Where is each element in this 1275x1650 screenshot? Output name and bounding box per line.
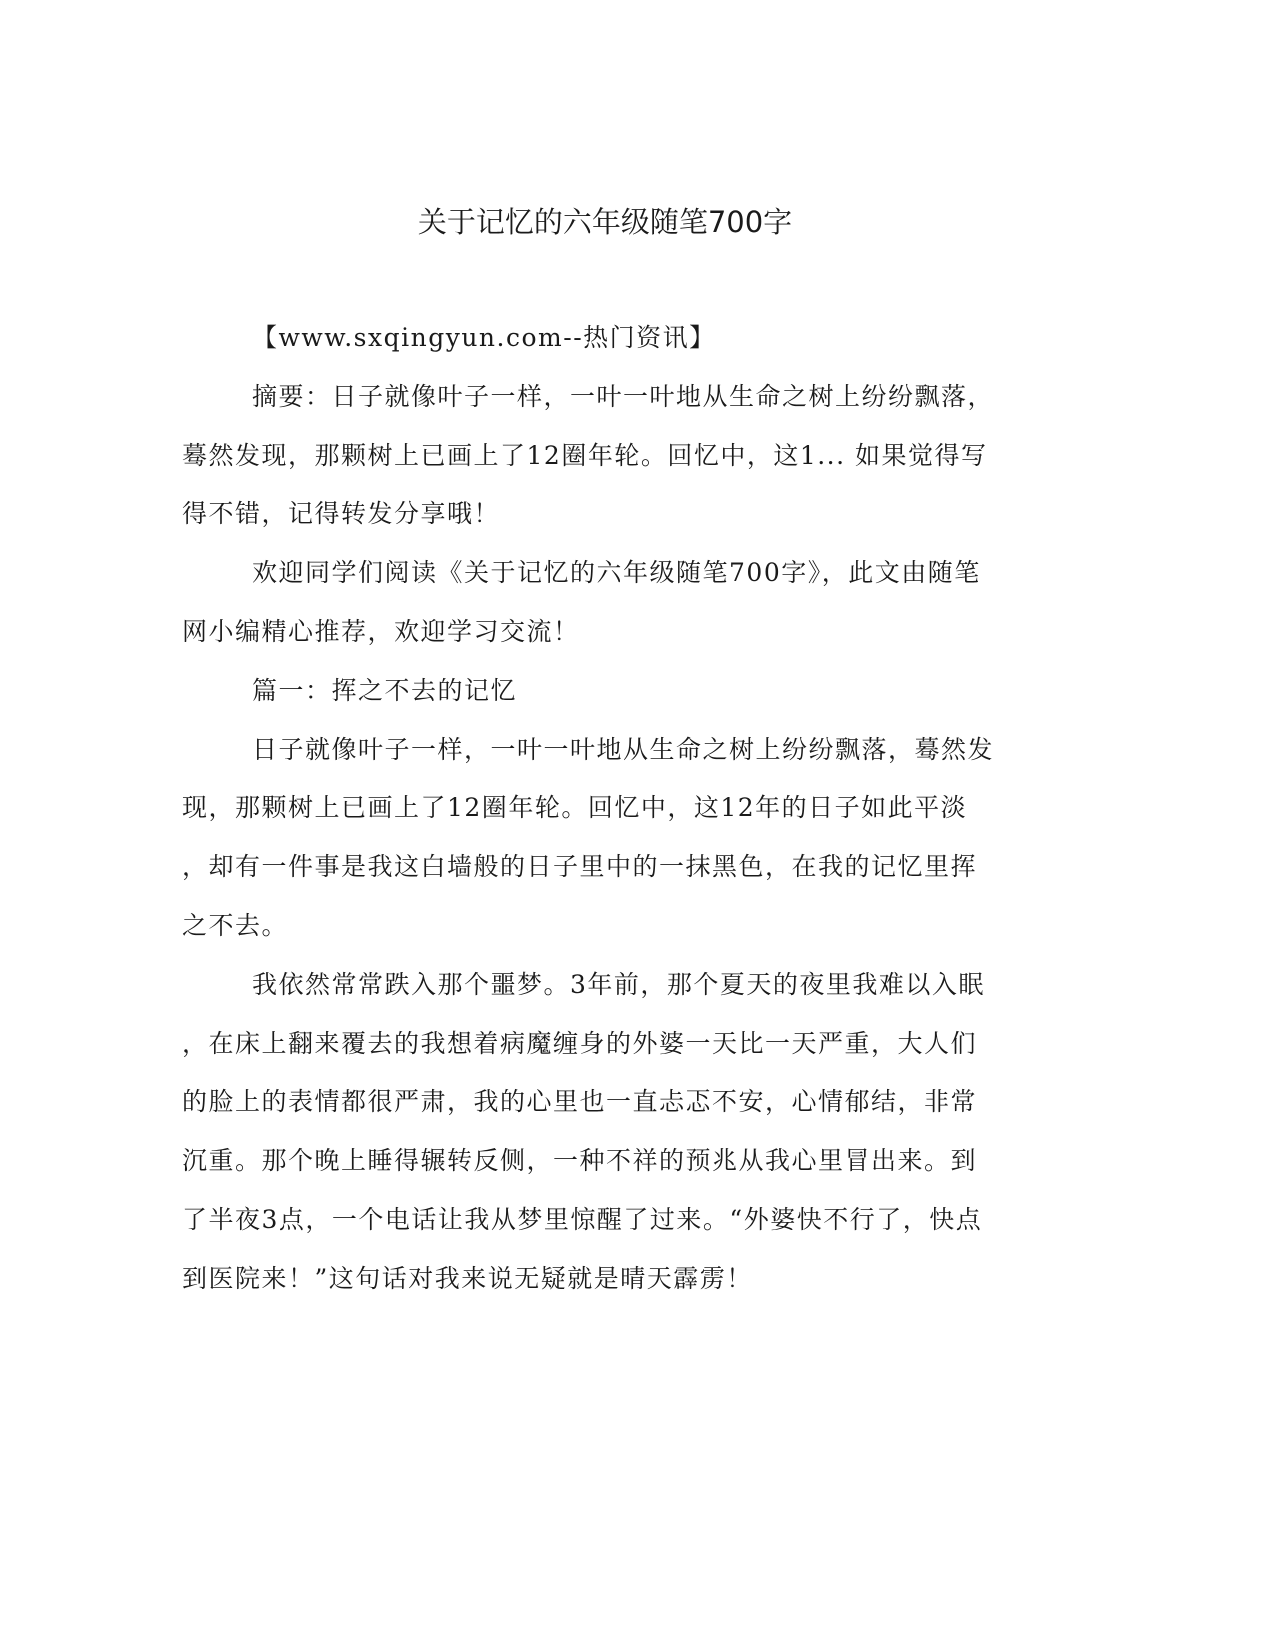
paragraph-line: 日子就像叶子一样，一叶一叶地从生命之树上纷纷飘落，蓦然发	[252, 734, 995, 764]
paragraph-line: 现，那颗树上已画上了12圈年轮。回忆中，这12年的日子如此平淡	[182, 793, 968, 823]
source-line: 【www.sxqingyun.com--热门资讯】	[252, 323, 716, 352]
paragraph-line: 欢迎同学们阅读《关于记忆的六年级随笔700字》，此文由随笔	[252, 558, 981, 588]
paragraph-line: 蓦然发现，那颗树上已画上了12圈年轮。回忆中，这1... 如果觉得写	[182, 440, 988, 470]
paragraph-line: 网小编精心推荐，欢迎学习交流！	[182, 616, 580, 646]
paragraph	[182, 551, 1042, 669]
paragraph-line: 我依然常常跌入那个噩梦。3年前，那个夏天的夜里我难以入眠	[252, 969, 985, 999]
paragraph-line: 沉重。那个晚上睡得辗转反侧，一种不祥的预兆从我心里冒出来。到	[182, 1146, 978, 1176]
paragraph-line: 了半夜3点，一个电话让我从梦里惊醒了过来。“外婆快不行了，快点	[182, 1204, 983, 1234]
paragraph	[182, 669, 1042, 728]
paragraph-line: ，却有一件事是我这白墙般的日子里中的一抹黑色，在我的记忆里挥	[182, 852, 978, 882]
paragraph	[182, 963, 1042, 1316]
paragraph	[182, 375, 1042, 551]
paragraph-line: 的脸上的表情都很严肃，我的心里也一直忐忑不安，心情郁结，非常	[182, 1087, 978, 1117]
paragraph-line: 得不错，记得转发分享哦！	[182, 499, 501, 529]
paragraph-line: 摘要：日子就像叶子一样，一叶一叶地从生命之树上纷纷飘落，	[252, 381, 995, 411]
document-title: 关于记忆的六年级随笔700字	[417, 205, 793, 239]
paragraph	[182, 728, 1042, 963]
paragraph-line: 到医院来！”这句话对我来说无疑就是晴天霹雳！	[182, 1263, 753, 1293]
paragraph-line: 之不去。	[182, 910, 289, 940]
paragraph-line: 篇一：挥之不去的记忆	[252, 675, 518, 705]
paragraph-line: ，在床上翻来覆去的我想着病魔缠身的外婆一天比一天严重，大人们	[182, 1028, 978, 1058]
document-body	[182, 316, 1042, 1316]
